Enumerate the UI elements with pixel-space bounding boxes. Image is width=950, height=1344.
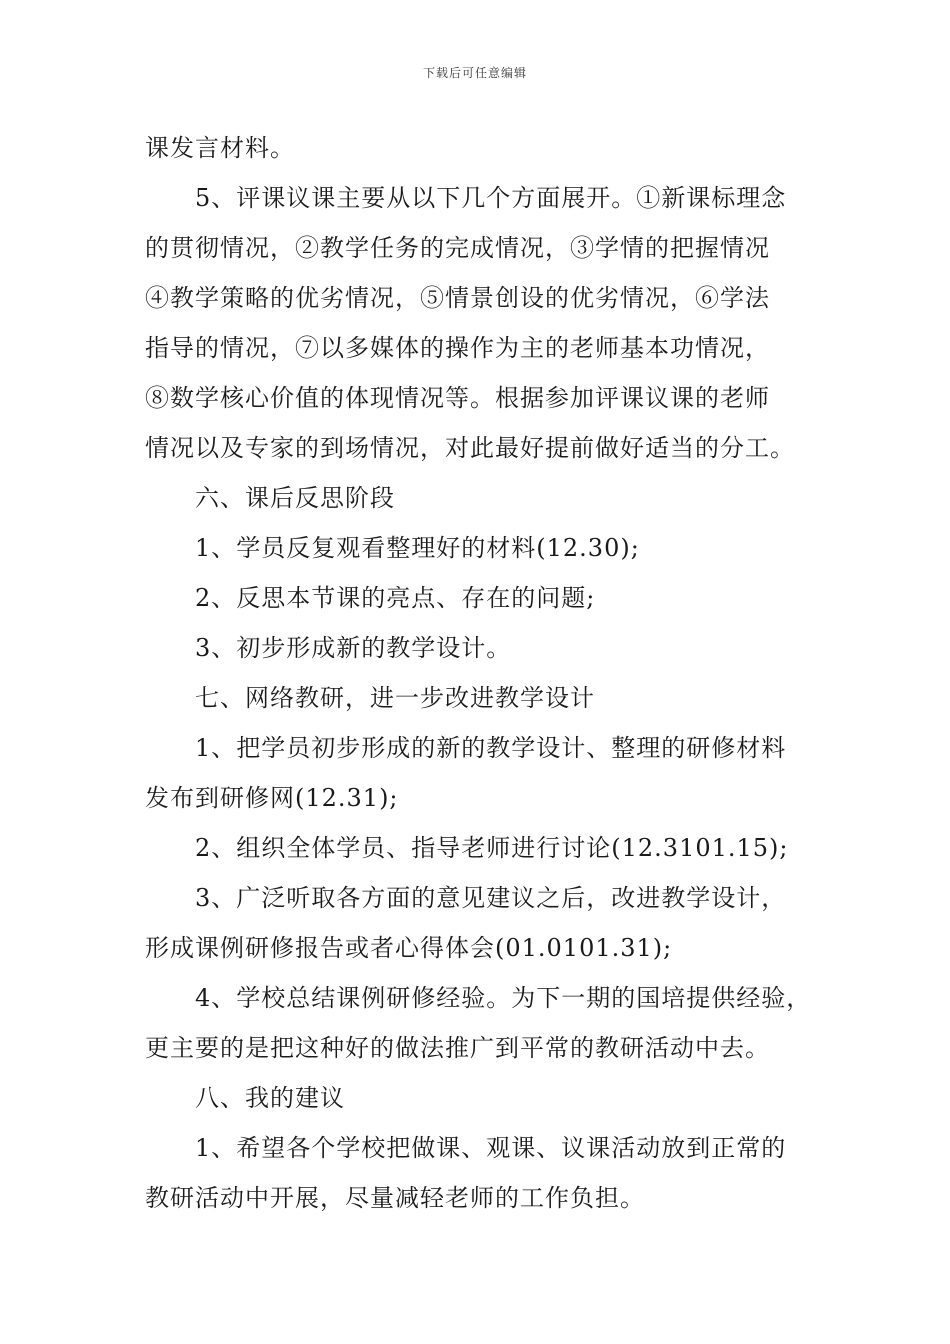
- paragraph-line: 2、反思本节课的亮点、存在的问题;: [195, 584, 596, 612]
- section-heading: 六、课后反思阶段: [195, 484, 395, 512]
- section-heading: 七、网络教研，进一步改进教学设计: [195, 684, 595, 712]
- paragraph-line: ④教学策略的优劣情况，⑤情景创设的优劣情况，⑥学法: [145, 284, 770, 312]
- paragraph-line: 课发言材料。: [145, 134, 295, 162]
- document-body: [145, 123, 815, 1223]
- paragraph-line: 发布到研修网(12.31);: [145, 784, 399, 812]
- paragraph-line: 1、把学员初步形成的新的教学设计、整理的研修材料: [195, 734, 787, 762]
- paragraph-line: 形成课例研修报告或者心得体会(01.0101.31);: [145, 934, 673, 962]
- paragraph-line: 1、希望各个学校把做课、观课、议课活动放到正常的: [195, 1134, 787, 1162]
- section-heading: 八、我的建议: [195, 1084, 345, 1112]
- paragraph-line: 指导的情况，⑦以多媒体的操作为主的老师基本功情况，: [145, 334, 770, 362]
- paragraph-line: 4、学校总结课例研修经验。为下一期的国培提供经验，: [195, 984, 812, 1012]
- paragraph-line: 1、学员反复观看整理好的材料(12.30);: [195, 534, 640, 562]
- paragraph-line: 3、广泛听取各方面的意见建议之后，改进教学设计，: [195, 884, 787, 912]
- page-header-note: 下载后可任意编辑: [422, 66, 527, 80]
- paragraph-line: ⑧数学核心价值的体现情况等。根据参加评课议课的老师: [145, 384, 770, 412]
- paragraph-line: 更主要的是把这种好的做法推广到平常的教研活动中去。: [145, 1034, 770, 1062]
- paragraph-line: 情况以及专家的到场情况，对此最好提前做好适当的分工。: [145, 434, 795, 462]
- paragraph-line: 5、评课议课主要从以下几个方面展开。①新课标理念: [195, 184, 787, 212]
- paragraph-line: 2、组织全体学员、指导老师进行讨论(12.3101.15);: [195, 834, 789, 862]
- paragraph-line: 3、初步形成新的教学设计。: [195, 634, 512, 662]
- paragraph-line: 教研活动中开展，尽量减轻老师的工作负担。: [145, 1184, 645, 1212]
- paragraph-line: 的贯彻情况，②教学任务的完成情况，③学情的把握情况: [145, 234, 770, 262]
